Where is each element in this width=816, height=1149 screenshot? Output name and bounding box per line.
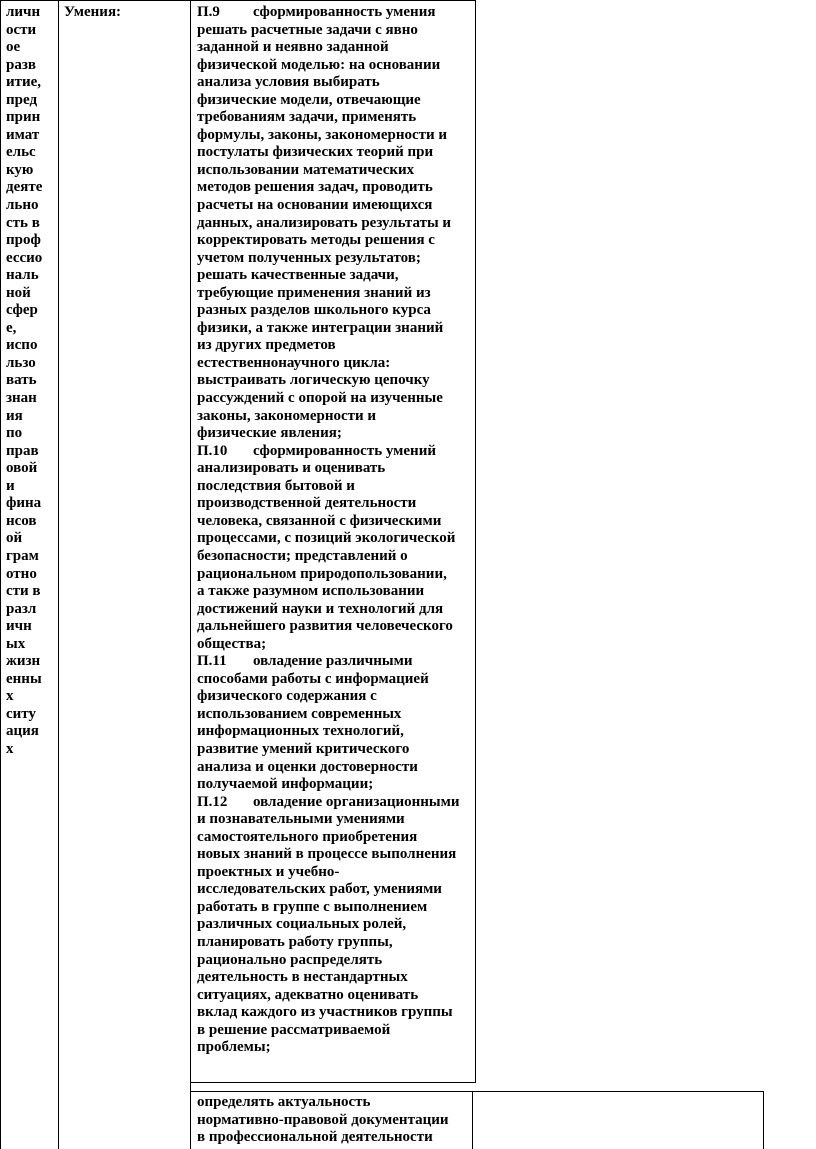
- requirement-line: нормативно-правовой документации: [197, 1111, 449, 1128]
- requirement-line: рационально распределять: [197, 951, 383, 968]
- requirement-number: П.9: [197, 4, 220, 20]
- requirement-line: требованиям задачи, применять: [197, 109, 417, 126]
- requirement-line: использованием современных: [197, 705, 402, 722]
- cell-line: овой: [6, 460, 38, 477]
- requirement-text: овладение различными: [253, 653, 413, 670]
- requirement-line: достижений науки и технологий для: [197, 600, 444, 617]
- column-divider-2: [190, 0, 191, 1149]
- cell-line: ое: [6, 39, 21, 56]
- cell-line: проф: [6, 232, 41, 249]
- cell-line: ной: [6, 284, 31, 301]
- cell-line: прин: [6, 109, 41, 126]
- cell-line: сти в: [6, 583, 41, 600]
- requirement-line: постулаты физических теорий при: [197, 144, 434, 161]
- cell-line: сть в: [6, 214, 40, 231]
- requirement-line: дальнейшего развития человеческого: [197, 618, 453, 635]
- cell-line: енны: [6, 670, 42, 687]
- cell-line: итие,: [6, 74, 42, 91]
- requirement-line: проблемы;: [197, 1039, 271, 1056]
- cell-line: ситу: [6, 705, 36, 722]
- cell-line: ельс: [6, 144, 36, 161]
- requirement-line: рациональном природопользовании,: [197, 565, 447, 582]
- requirement-line: [197, 4, 469, 22]
- requirement-line: заданной и неявно заданной: [197, 39, 389, 56]
- requirement-line: [197, 443, 469, 461]
- requirement-line: производственной деятельности: [197, 495, 417, 512]
- cell-line: и: [6, 477, 15, 494]
- cell-line: ичн: [6, 618, 32, 635]
- skills-heading: Умения:: [64, 4, 122, 20]
- requirement-line: законы, закономерности и: [197, 407, 377, 424]
- cell-line: знан: [6, 390, 37, 407]
- cell-line: х: [6, 688, 14, 705]
- cell-line: по: [6, 425, 23, 442]
- requirement-line: работать в группе с выполнением: [197, 898, 428, 915]
- requirement-line: формулы, законы, закономерности и: [197, 126, 448, 143]
- inner-row-right: [763, 1091, 764, 1149]
- requirement-line: человека, связанной с физическими: [197, 512, 442, 529]
- requirement-line: информационных технологий,: [197, 723, 404, 740]
- cell-line: льзо: [6, 354, 36, 371]
- requirement-line: определять актуальность: [197, 1094, 371, 1110]
- requirement-line: планировать работу группы,: [197, 933, 393, 950]
- requirement-number: П.11: [197, 653, 227, 670]
- requirement-line: развитие умений критического: [197, 740, 410, 757]
- requirement-line: учетом полученных результатов;: [197, 249, 421, 266]
- column-divider-3: [475, 0, 476, 1082]
- requirement-line: исследовательских работ, умениями: [197, 881, 442, 898]
- requirement-line: физические модели, отвечающие: [197, 91, 421, 108]
- cell-line: сфер: [6, 302, 38, 319]
- cell-line: ия: [6, 407, 23, 424]
- row-divider: [190, 1082, 476, 1083]
- cell-line: ация: [6, 723, 39, 740]
- requirement-number: П.10: [197, 442, 228, 459]
- cell-line: ости: [6, 21, 37, 38]
- cell-line: пред: [6, 91, 38, 108]
- cell-line: ых: [6, 635, 26, 652]
- requirement-line: процессами, с позиций экологической: [197, 530, 456, 547]
- requirement-line: решать расчетные задачи с явно: [197, 21, 418, 38]
- cell-line: фина: [6, 495, 42, 512]
- cell-line: вать: [6, 372, 37, 389]
- requirement-line: методов решения задач, проводить: [197, 179, 433, 196]
- requirement-line: физического содержания с: [197, 688, 377, 705]
- cell-line: е,: [6, 319, 17, 336]
- requirement-line: деятельность в нестандартных: [197, 969, 408, 986]
- requirement-line: физические явления;: [197, 425, 342, 442]
- table-border-left: [0, 0, 1, 1149]
- requirement-line: в профессиональной деятельности: [197, 1129, 433, 1146]
- requirement-line: из других предметов: [197, 337, 336, 354]
- requirement-line: безопасности; представлений о: [197, 547, 408, 564]
- requirement-line: различных социальных ролей,: [197, 916, 407, 933]
- requirement-line: и познавательными умениями: [197, 811, 405, 828]
- cell-line: жизн: [6, 653, 41, 670]
- requirement-line: новых знаний в процессе выполнения: [197, 846, 457, 863]
- requirement-text: сформированность умений: [253, 442, 436, 459]
- requirement-line: расчеты на основании имеющихся: [197, 197, 433, 214]
- personal-development-cell: [6, 4, 52, 759]
- cell-line: льно: [6, 197, 39, 214]
- cell-line: ессио: [6, 249, 43, 266]
- requirement-line: получаемой информации;: [197, 776, 374, 793]
- requirement-line: анализировать и оценивать: [197, 460, 386, 477]
- requirement-line: [197, 794, 469, 812]
- requirement-text: сформированность умения: [253, 4, 436, 20]
- requirement-line: выстраивать логическую цепочку: [197, 372, 430, 389]
- requirement-line: в решение рассматриваемой: [197, 1021, 391, 1038]
- requirement-line: способами работы с информацией: [197, 670, 429, 687]
- cell-line: имат: [6, 126, 40, 143]
- requirement-text: овладение организационными: [253, 793, 460, 810]
- requirement-line: проектных и учебно-: [197, 863, 340, 880]
- cell-line: наль: [6, 267, 39, 284]
- normative-docs-cell: [197, 1094, 469, 1147]
- requirement-line: данных, анализировать результаты и: [197, 214, 452, 231]
- cell-line: х: [6, 740, 14, 757]
- requirement-line: [197, 653, 469, 671]
- requirement-number: П.12: [197, 793, 228, 810]
- requirement-line: решать качественные задачи,: [197, 267, 399, 284]
- inner-row-top: [190, 1091, 764, 1092]
- cell-line: разл: [6, 600, 37, 617]
- requirement-line: анализа и оценки достоверности: [197, 758, 418, 775]
- column-divider-1: [58, 0, 59, 1149]
- cell-line: нсов: [6, 512, 37, 529]
- requirement-line: корректировать методы решения с: [197, 232, 435, 249]
- cell-line: отно: [6, 565, 37, 582]
- requirement-line: а также разумном использовании: [197, 583, 425, 600]
- requirement-line: требующие применения знаний из: [197, 284, 431, 301]
- requirement-line: ситуациях, адекватно оценивать: [197, 986, 419, 1003]
- requirement-line: естественнонаучного цикла:: [197, 354, 391, 371]
- requirement-line: вклад каждого из участников группы: [197, 1004, 453, 1021]
- cell-line: прав: [6, 442, 39, 459]
- skills-requirements-cell: [197, 4, 469, 1057]
- requirement-line: самостоятельного приобретения: [197, 828, 418, 845]
- requirement-line: разных разделов школьного курса: [197, 302, 431, 319]
- requirement-line: рассуждений с опорой на изученные: [197, 390, 443, 407]
- cell-line: испо: [6, 337, 38, 354]
- requirement-line: анализа условия выбирать: [197, 74, 380, 91]
- requirement-line: последствия бытовой и: [197, 477, 355, 494]
- table-border-top: [0, 0, 476, 1]
- cell-line: кую: [6, 161, 34, 178]
- requirement-line: физической моделью: на основании: [197, 56, 441, 73]
- cell-line: личн: [6, 4, 41, 20]
- requirement-line: общества;: [197, 635, 267, 652]
- inner-column-divider: [472, 1091, 473, 1149]
- cell-line: разв: [6, 56, 36, 73]
- requirement-line: использовании математических: [197, 161, 415, 178]
- cell-line: деяте: [6, 179, 43, 196]
- cell-line: грам: [6, 547, 39, 564]
- requirement-line: физики, а также интеграции знаний: [197, 319, 444, 336]
- cell-line: ой: [6, 530, 23, 547]
